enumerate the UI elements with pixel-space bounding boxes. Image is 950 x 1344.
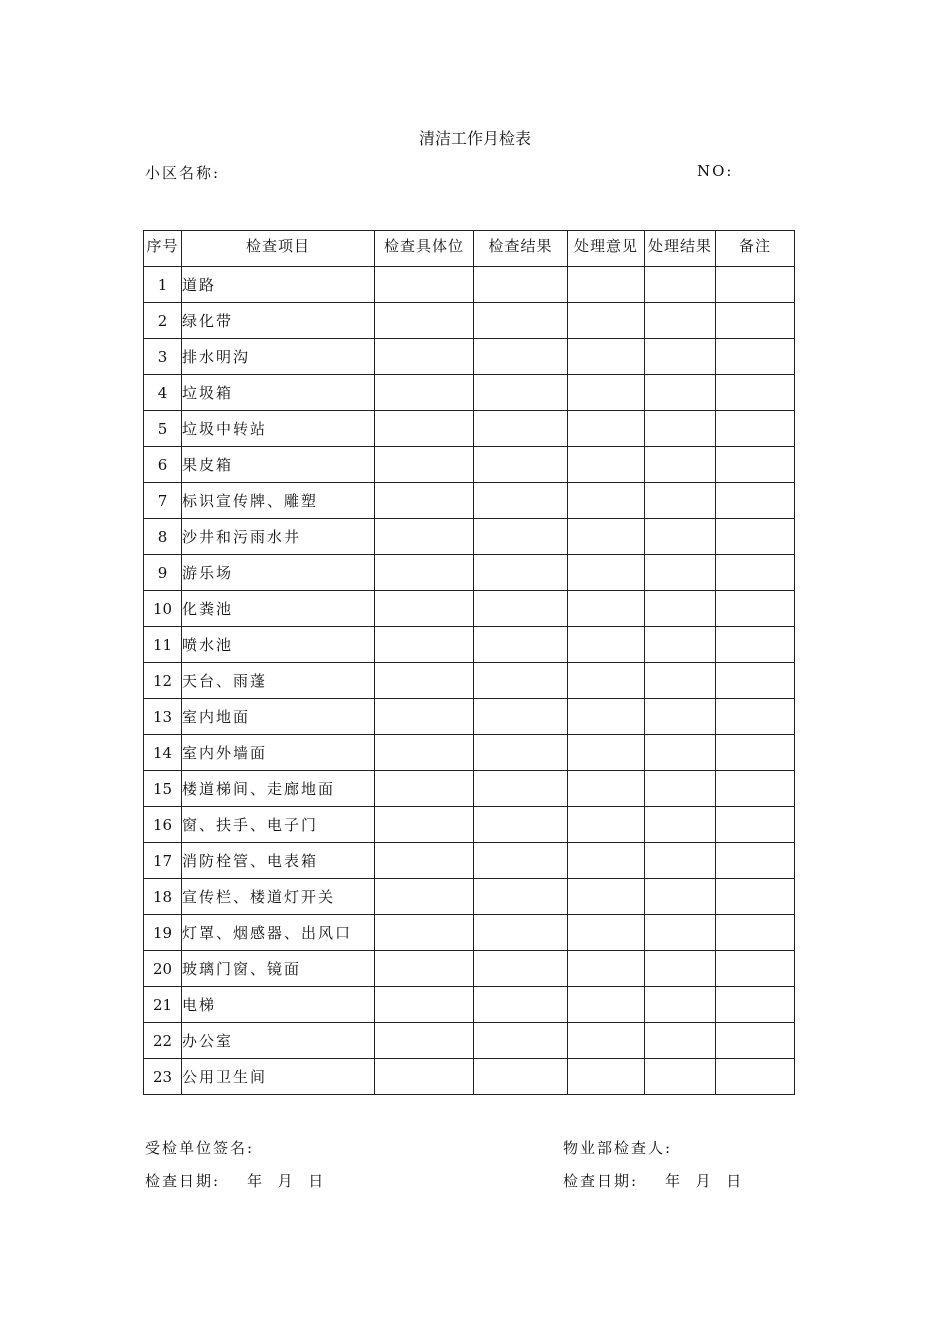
location-cell[interactable] [375, 519, 474, 555]
remarks-cell[interactable] [716, 879, 795, 915]
location-cell[interactable] [375, 915, 474, 951]
community-name-label: 小区名称: [145, 164, 221, 182]
outcome-cell[interactable] [645, 303, 716, 339]
header-location: 检查具体位 [375, 231, 474, 267]
table-row [144, 807, 795, 843]
remarks-cell[interactable] [716, 987, 795, 1023]
outcome-cell[interactable] [645, 1023, 716, 1059]
row-number: 5 [144, 411, 182, 447]
opinion-cell[interactable] [568, 447, 645, 483]
location-cell[interactable] [375, 555, 474, 591]
remarks-cell[interactable] [716, 807, 795, 843]
result-cell[interactable] [474, 303, 568, 339]
opinion-cell[interactable] [568, 1023, 645, 1059]
opinion-cell[interactable] [568, 303, 645, 339]
remarks-cell[interactable] [716, 339, 795, 375]
row-number: 7 [144, 483, 182, 519]
result-cell[interactable] [474, 771, 568, 807]
row-number: 4 [144, 375, 182, 411]
table-row [144, 303, 795, 339]
result-cell[interactable] [474, 843, 568, 879]
row-item: 游乐场 [182, 555, 375, 591]
row-number: 3 [144, 339, 182, 375]
row-number: 1 [144, 267, 182, 303]
table-row [144, 699, 795, 735]
table-header-row [144, 231, 795, 267]
remarks-cell[interactable] [716, 267, 795, 303]
table-row [144, 591, 795, 627]
result-cell[interactable] [474, 447, 568, 483]
outcome-cell[interactable] [645, 771, 716, 807]
remarks-cell[interactable] [716, 699, 795, 735]
row-number: 8 [144, 519, 182, 555]
row-number: 22 [144, 1023, 182, 1059]
result-cell[interactable] [474, 411, 568, 447]
remarks-cell[interactable] [716, 843, 795, 879]
opinion-cell[interactable] [568, 915, 645, 951]
opinion-cell[interactable] [568, 483, 645, 519]
remarks-cell[interactable] [716, 915, 795, 951]
row-number: 9 [144, 555, 182, 591]
location-cell[interactable] [375, 1023, 474, 1059]
result-cell[interactable] [474, 1023, 568, 1059]
row-number: 20 [144, 951, 182, 987]
location-cell[interactable] [375, 303, 474, 339]
row-item: 室内地面 [182, 699, 375, 735]
result-cell[interactable] [474, 555, 568, 591]
location-cell[interactable] [375, 951, 474, 987]
outcome-cell[interactable] [645, 411, 716, 447]
row-number: 23 [144, 1059, 182, 1095]
row-number: 10 [144, 591, 182, 627]
row-number: 14 [144, 735, 182, 771]
table-row [144, 663, 795, 699]
opinion-cell[interactable] [568, 663, 645, 699]
opinion-cell[interactable] [568, 771, 645, 807]
remarks-cell[interactable] [716, 303, 795, 339]
table-row [144, 375, 795, 411]
location-cell[interactable] [375, 591, 474, 627]
page-title: 清洁工作月检表 [418, 129, 531, 148]
remarks-cell[interactable] [716, 411, 795, 447]
table-row [144, 735, 795, 771]
location-cell[interactable] [375, 735, 474, 771]
location-cell[interactable] [375, 663, 474, 699]
outcome-cell[interactable] [645, 735, 716, 771]
location-cell[interactable] [375, 447, 474, 483]
table-row [144, 447, 795, 483]
outcome-cell[interactable] [645, 627, 716, 663]
row-number: 16 [144, 807, 182, 843]
location-cell[interactable] [375, 1059, 474, 1095]
opinion-cell[interactable] [568, 735, 645, 771]
opinion-cell[interactable] [568, 591, 645, 627]
result-cell[interactable] [474, 915, 568, 951]
row-item: 排水明沟 [182, 339, 375, 375]
row-item: 消防栓管、电表箱 [182, 843, 375, 879]
form-number-label: NO: [697, 162, 734, 180]
row-item: 化粪池 [182, 591, 375, 627]
opinion-cell[interactable] [568, 627, 645, 663]
location-cell[interactable] [375, 339, 474, 375]
row-number: 13 [144, 699, 182, 735]
table-row [144, 771, 795, 807]
signee-label: 受检单位签名: [145, 1139, 255, 1157]
row-item: 室内外墙面 [182, 735, 375, 771]
result-cell[interactable] [474, 879, 568, 915]
opinion-cell[interactable] [568, 987, 645, 1023]
outcome-cell[interactable] [645, 663, 716, 699]
row-item: 垃圾中转站 [182, 411, 375, 447]
remarks-cell[interactable] [716, 375, 795, 411]
location-cell[interactable] [375, 411, 474, 447]
result-cell[interactable] [474, 339, 568, 375]
outcome-cell[interactable] [645, 915, 716, 951]
table-row [144, 555, 795, 591]
result-cell[interactable] [474, 267, 568, 303]
result-cell[interactable] [474, 375, 568, 411]
row-item: 沙井和污雨水井 [182, 519, 375, 555]
table-row [144, 843, 795, 879]
result-cell[interactable] [474, 519, 568, 555]
row-number: 15 [144, 771, 182, 807]
row-item: 办公室 [182, 1023, 375, 1059]
table-row [144, 951, 795, 987]
outcome-cell[interactable] [645, 699, 716, 735]
opinion-cell[interactable] [568, 375, 645, 411]
outcome-cell[interactable] [645, 267, 716, 303]
location-cell[interactable] [375, 483, 474, 519]
row-item: 果皮箱 [182, 447, 375, 483]
location-cell[interactable] [375, 267, 474, 303]
result-cell[interactable] [474, 627, 568, 663]
row-number: 19 [144, 915, 182, 951]
outcome-cell[interactable] [645, 555, 716, 591]
opinion-cell[interactable] [568, 519, 645, 555]
result-cell[interactable] [474, 699, 568, 735]
opinion-cell[interactable] [568, 555, 645, 591]
remarks-cell[interactable] [716, 735, 795, 771]
table-row [144, 1023, 795, 1059]
outcome-cell[interactable] [645, 339, 716, 375]
row-number: 2 [144, 303, 182, 339]
table-row [144, 519, 795, 555]
date-left: 检查日期: 年 月 日 [145, 1172, 326, 1190]
location-cell[interactable] [375, 879, 474, 915]
result-cell[interactable] [474, 663, 568, 699]
opinion-cell[interactable] [568, 951, 645, 987]
row-item: 玻璃门窗、镜面 [182, 951, 375, 987]
row-item: 道路 [182, 267, 375, 303]
row-number: 17 [144, 843, 182, 879]
table-row [144, 411, 795, 447]
table-row [144, 339, 795, 375]
result-cell[interactable] [474, 591, 568, 627]
outcome-cell[interactable] [645, 447, 716, 483]
header-item: 检查项目 [182, 231, 375, 267]
header-result: 检查结果 [474, 231, 568, 267]
result-cell[interactable] [474, 483, 568, 519]
inspection-table [143, 230, 795, 1095]
outcome-cell[interactable] [645, 987, 716, 1023]
result-cell[interactable] [474, 951, 568, 987]
table-row [144, 483, 795, 519]
row-number: 6 [144, 447, 182, 483]
row-item: 窗、扶手、电子门 [182, 807, 375, 843]
remarks-cell[interactable] [716, 447, 795, 483]
remarks-cell[interactable] [716, 663, 795, 699]
opinion-cell[interactable] [568, 411, 645, 447]
result-cell[interactable] [474, 987, 568, 1023]
table-row [144, 267, 795, 303]
remarks-cell[interactable] [716, 627, 795, 663]
remarks-cell[interactable] [716, 519, 795, 555]
outcome-cell[interactable] [645, 483, 716, 519]
remarks-cell[interactable] [716, 483, 795, 519]
outcome-cell[interactable] [645, 807, 716, 843]
location-cell[interactable] [375, 627, 474, 663]
remarks-cell[interactable] [716, 1059, 795, 1095]
table-row [144, 915, 795, 951]
table-row [144, 627, 795, 663]
row-item: 垃圾箱 [182, 375, 375, 411]
outcome-cell[interactable] [645, 879, 716, 915]
row-item: 灯罩、烟感器、出风口 [182, 915, 375, 951]
opinion-cell[interactable] [568, 879, 645, 915]
location-cell[interactable] [375, 771, 474, 807]
outcome-cell[interactable] [645, 375, 716, 411]
remarks-cell[interactable] [716, 1023, 795, 1059]
date-right: 检查日期: 年 月 日 [563, 1172, 744, 1190]
row-number: 12 [144, 663, 182, 699]
outcome-cell[interactable] [645, 843, 716, 879]
opinion-cell[interactable] [568, 1059, 645, 1095]
row-item: 楼道梯间、走廊地面 [182, 771, 375, 807]
row-item: 宣传栏、楼道灯开关 [182, 879, 375, 915]
result-cell[interactable] [474, 1059, 568, 1095]
outcome-cell[interactable] [645, 1059, 716, 1095]
result-cell[interactable] [474, 735, 568, 771]
table-row [144, 879, 795, 915]
table-row [144, 987, 795, 1023]
location-cell[interactable] [375, 375, 474, 411]
location-cell[interactable] [375, 807, 474, 843]
row-item: 天台、雨蓬 [182, 663, 375, 699]
location-cell[interactable] [375, 699, 474, 735]
opinion-cell[interactable] [568, 843, 645, 879]
location-cell[interactable] [375, 843, 474, 879]
row-number: 18 [144, 879, 182, 915]
remarks-cell[interactable] [716, 591, 795, 627]
row-number: 11 [144, 627, 182, 663]
location-cell[interactable] [375, 987, 474, 1023]
opinion-cell[interactable] [568, 339, 645, 375]
row-item: 公用卫生间 [182, 1059, 375, 1095]
row-item: 电梯 [182, 987, 375, 1023]
remarks-cell[interactable] [716, 555, 795, 591]
header-remarks: 备注 [716, 231, 795, 267]
header-no: 序号 [144, 231, 182, 267]
row-item: 喷水池 [182, 627, 375, 663]
remarks-cell[interactable] [716, 771, 795, 807]
outcome-cell[interactable] [645, 519, 716, 555]
row-item: 绿化带 [182, 303, 375, 339]
opinion-cell[interactable] [568, 267, 645, 303]
opinion-cell[interactable] [568, 807, 645, 843]
result-cell[interactable] [474, 807, 568, 843]
header-outcome: 处理结果 [645, 231, 716, 267]
outcome-cell[interactable] [645, 951, 716, 987]
remarks-cell[interactable] [716, 951, 795, 987]
outcome-cell[interactable] [645, 591, 716, 627]
header-opinion: 处理意见 [568, 231, 645, 267]
row-number: 21 [144, 987, 182, 1023]
table-row [144, 1059, 795, 1095]
inspector-label: 物业部检查人: [563, 1139, 673, 1157]
row-item: 标识宣传牌、雕塑 [182, 483, 375, 519]
opinion-cell[interactable] [568, 699, 645, 735]
